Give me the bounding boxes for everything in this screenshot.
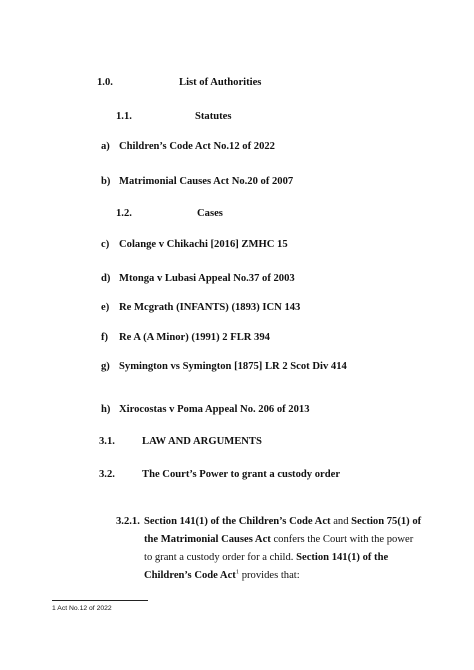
statute-item: Matrimonial Causes Act No.20 of 2007: [119, 176, 294, 187]
case-letter: d): [101, 273, 111, 284]
footnote-reference[interactable]: 1: [235, 568, 240, 576]
section-3-1-number: 3.1.: [99, 436, 115, 447]
case-letter: f): [101, 332, 109, 343]
case-letter: c): [101, 239, 110, 250]
paragraph-3-2-1-number: 3.2.1.: [116, 516, 140, 527]
statute-reference: Section 75(1) of the Matrimonial Causes Act: [144, 516, 422, 545]
paragraph-3-2-1: [144, 513, 424, 585]
case-item: Xirocostas v Poma Appeal No. 206 of 2013: [119, 404, 310, 415]
footnote-text: Act No.12 of 2022: [57, 605, 112, 612]
section-1-1-title: Statutes: [195, 111, 232, 122]
case-item: Symington vs Symington [1875] LR 2 Scot Div 414: [119, 361, 347, 372]
case-letter: g): [101, 361, 110, 372]
case-item: Colange v Chikachi [2016] ZMHC 15: [119, 239, 288, 250]
footnote-mark: 1: [52, 605, 56, 612]
paragraph-text: provides that:: [239, 570, 300, 581]
case-item: Re Mcgrath (INFANTS) (1893) ICN 143: [119, 302, 301, 313]
paragraph-text: and: [330, 516, 352, 527]
case-letter: e): [101, 302, 110, 313]
statute-reference: Section 141(1) of the Children’s Code Act: [144, 516, 331, 527]
section-1-1-number: 1.1.: [116, 111, 132, 122]
case-item: Re A (A Minor) (1991) 2 FLR 394: [119, 332, 270, 343]
section-1-number: 1.0.: [97, 77, 113, 88]
section-3-2-number: 3.2.: [99, 469, 115, 480]
statute-reference: Section 141(1) of the Children’s Code Act: [144, 552, 389, 581]
section-1-2-title: Cases: [197, 208, 223, 219]
paragraph-text: confers the Court with the power to grant a custody order for a child.: [144, 534, 414, 563]
statute-item: Children’s Code Act No.12 of 2022: [119, 141, 275, 152]
statute-letter: b): [101, 176, 111, 187]
section-1-2-number: 1.2.: [116, 208, 132, 219]
section-1-title: List of Authorities: [179, 77, 262, 88]
section-3-1-title: LAW AND ARGUMENTS: [142, 436, 262, 447]
case-letter: h): [101, 404, 111, 415]
section-3-2-title: The Court’s Power to grant a custody order: [142, 469, 341, 480]
footnote-separator: [52, 600, 148, 601]
case-item: Mtonga v Lubasi Appeal No.37 of 2003: [119, 273, 295, 284]
statute-letter: a): [101, 141, 110, 152]
footnote: [52, 605, 112, 612]
